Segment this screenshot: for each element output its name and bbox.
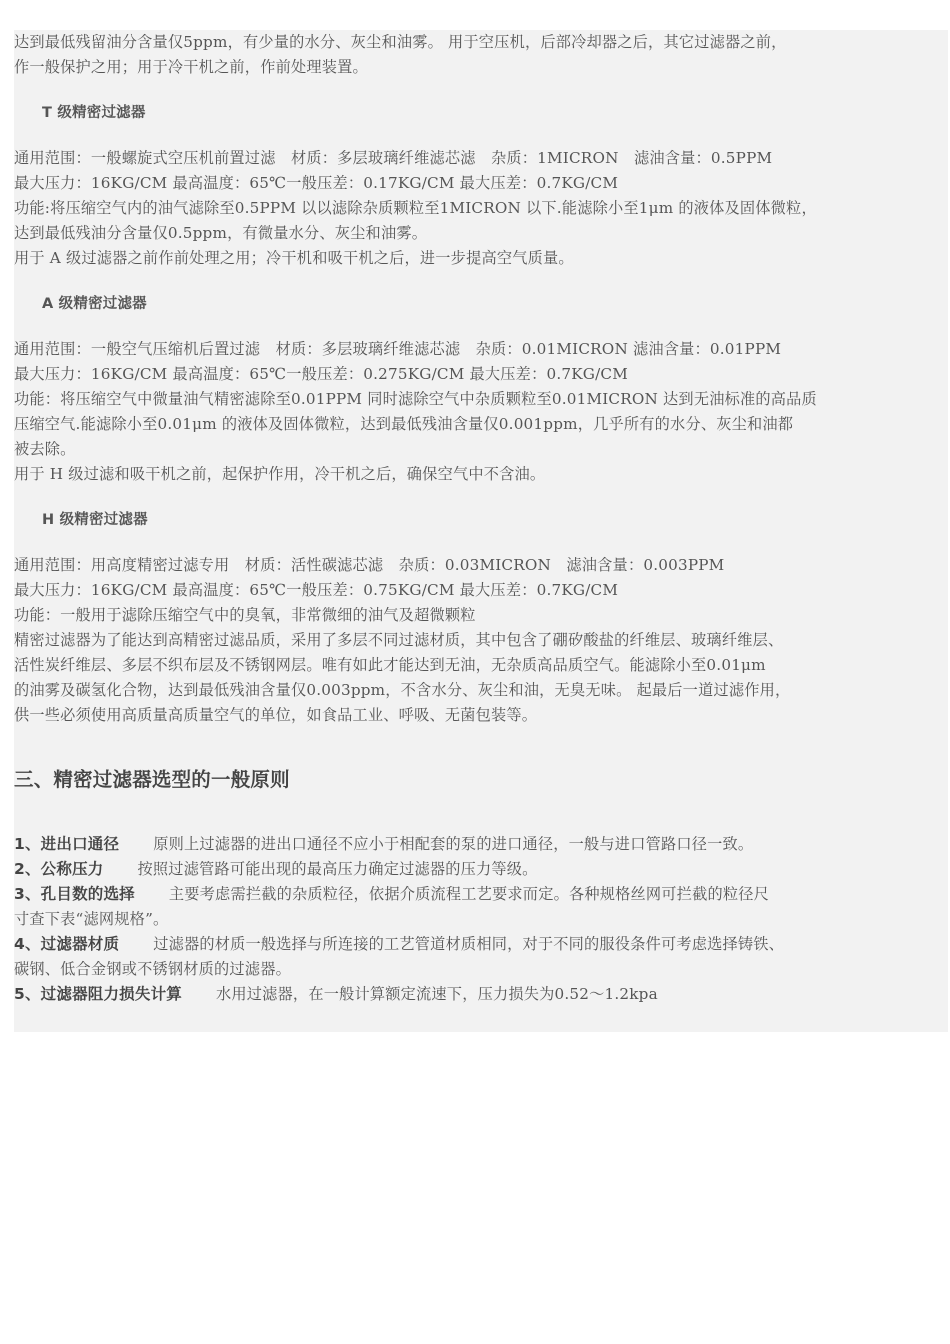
a-filter-line: 功能：将压缩空气中微量油气精密滤除至0.01PPM 同时滤除空气中杂质颗粒至0.01MICRON 达到无油标准的高品质 bbox=[14, 390, 817, 408]
principle-lead: 1、进出口通径 bbox=[14, 835, 120, 853]
a-filter-line: 被去除。 bbox=[14, 440, 76, 458]
principle-lead: 2、公称压力 bbox=[14, 860, 104, 878]
principle-text: 原则上过滤器的进出口通径不应小于相配套的泵的进口通径，一般与进口管路口径一致。 bbox=[153, 835, 754, 853]
h-filter-line: 的油雾及碳氢化合物，达到最低残油含量仅0.003ppm，不含水分、灰尘和油，无臭无味。 起最后一道过滤作用， bbox=[14, 681, 791, 699]
principle-text: 按照过滤管路可能出现的最高压力确定过滤器的压力等级。 bbox=[137, 860, 538, 878]
principle-lead: 3、孔目数的选择 bbox=[14, 885, 135, 903]
principle-item bbox=[14, 857, 948, 882]
h-filter-heading: H 级精密过滤器 bbox=[42, 512, 148, 528]
principles-list bbox=[14, 832, 948, 1007]
document-body bbox=[14, 30, 948, 1007]
t-filter-line: 用于 A 级过滤器之前作前处理之用；冷干机和吸干机之后，进一步提高空气质量。 bbox=[14, 249, 574, 267]
section-heading: 三、精密过滤器选型的一般原则 bbox=[14, 768, 290, 791]
h-filter-line: 供一些必须使用高质量高质量空气的单位，如食品工业、呼吸、无菌包装等。 bbox=[14, 706, 538, 724]
principle-item bbox=[14, 932, 948, 957]
principle-continuation: 碳钢、低合金钢或不锈钢材质的过滤器。 bbox=[14, 960, 291, 978]
intro-line: 达到最低残留油分含量仅5ppm，有少量的水分、灰尘和油雾。 用于空压机，后部冷却器之后，其它过滤器之前， bbox=[14, 33, 787, 51]
intro-paragraph bbox=[14, 30, 948, 80]
principle-text: 主要考虑需拦截的杂质粒径，依据介质流程工艺要求而定。各种规格丝网可拦截的粒径尺 bbox=[168, 885, 770, 903]
intro-line: 作一般保护之用；用于冷干机之前，作前处理装置。 bbox=[14, 58, 368, 76]
h-filter-line: 功能：一般用于滤除压缩空气中的臭氧，非常微细的油气及超微颗粒 bbox=[14, 606, 476, 624]
a-filter-line: 最大压力：16KG/CM 最高温度：65℃一般压差：0.275KG/CM 最大压差：0.7KG/CM bbox=[14, 365, 628, 383]
t-filter-paragraph bbox=[14, 146, 948, 271]
a-filter-line: 压缩空气.能滤除小至0.01μm 的液体及固体微粒，达到最低残油含量仅0.001ppm，几乎所有的水分、灰尘和油都 bbox=[14, 415, 794, 433]
principle-text: 过滤器的材质一般选择与所连接的工艺管道材质相同，对于不同的服役条件可考虑选择铸铁、 bbox=[153, 935, 785, 953]
t-filter-line: 达到最低残油分含量仅0.5ppm，有微量水分、灰尘和油雾。 bbox=[14, 224, 428, 242]
principle-item bbox=[14, 882, 948, 907]
h-filter-line: 精密过滤器为了能达到高精密过滤品质，采用了多层不同过滤材质，其中包含了硼矽酸盐的纤维层、玻璃纤维层、 bbox=[14, 631, 784, 649]
a-filter-heading: A 级精密过滤器 bbox=[42, 296, 147, 312]
t-filter-line: 通用范围：一般螺旋式空压机前置过滤 材质：多层玻璃纤维滤芯滤 杂质：1MICRON 滤油含量：0.5PPM bbox=[14, 149, 773, 167]
t-filter-line: 最大压力：16KG/CM 最高温度：65℃一般压差：0.17KG/CM 最大压差：0.7KG/CM bbox=[14, 174, 619, 192]
a-filter-paragraph bbox=[14, 337, 948, 487]
h-filter-line: 活性炭纤维层、多层不织布层及不锈钢网层。唯有如此才能达到无油，无杂质高品质空气。能滤除小至0.01μm bbox=[14, 656, 766, 674]
h-filter-line: 通用范围：用高度精密过滤专用 材质：活性碳滤芯滤 杂质：0.03MICRON 滤油含量：0.003PPM bbox=[14, 556, 725, 574]
a-filter-line: 通用范围：一般空气压缩机后置过滤 材质：多层玻璃纤维滤芯滤 杂质：0.01MICRON 滤油含量：0.01PPM bbox=[14, 340, 782, 358]
principle-lead: 4、过滤器材质 bbox=[14, 935, 120, 953]
principle-text: 水用过滤器，在一般计算额定流速下，压力损失为0.52～1.2kpa bbox=[216, 985, 658, 1003]
a-filter-line: 用于 H 级过滤和吸干机之前，起保护作用，冷干机之后，确保空气中不含油。 bbox=[14, 465, 546, 483]
h-filter-line: 最大压力：16KG/CM 最高温度：65℃一般压差：0.75KG/CM 最大压差：0.7KG/CM bbox=[14, 581, 619, 599]
principle-item bbox=[14, 832, 948, 857]
principle-lead: 5、过滤器阻力损失计算 bbox=[14, 985, 182, 1003]
h-filter-paragraph bbox=[14, 553, 948, 728]
principle-continuation: 寸查下表“滤网规格”。 bbox=[14, 910, 169, 928]
t-filter-heading: T 级精密过滤器 bbox=[42, 105, 146, 121]
t-filter-line: 功能:将压缩空气内的油气滤除至0.5PPM 以以滤除杂质颗粒至1MICRON 以下.能滤除小至1μm 的液体及固体微粒， bbox=[14, 199, 817, 217]
principle-item bbox=[14, 982, 948, 1007]
